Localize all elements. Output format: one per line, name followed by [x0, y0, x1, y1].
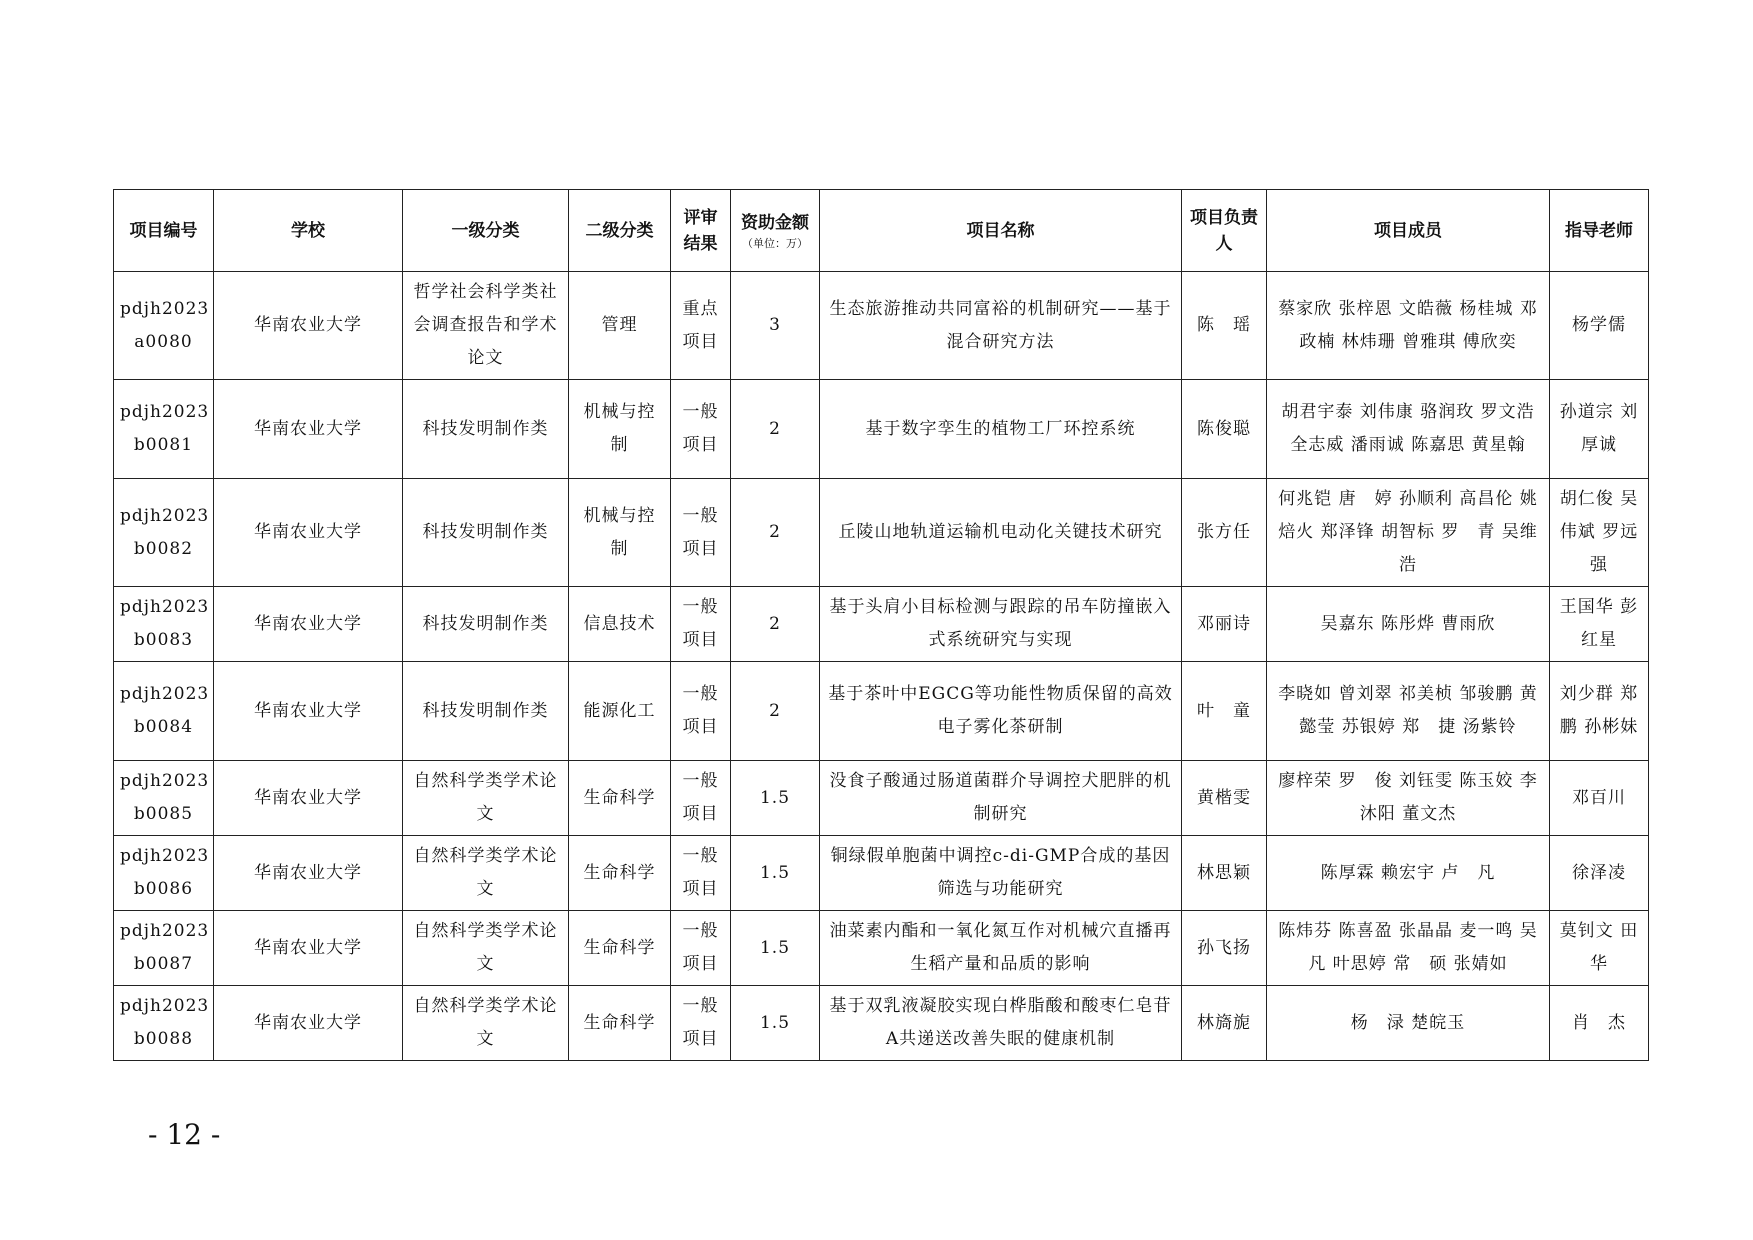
advisor: 孙道宗 刘厚诚: [1550, 380, 1649, 479]
advisor: 王国华 彭红星: [1550, 587, 1649, 662]
advisor: 胡仁俊 吴伟斌 罗远强: [1550, 479, 1649, 587]
table-row: [114, 587, 1649, 662]
advisor: 肖 杰: [1550, 986, 1649, 1061]
project-members: 李晓如 曾刘翠 祁美桢 邹骏鹏 黄懿莹 苏银婷 郑 捷 汤紫铃: [1267, 662, 1550, 761]
review-result: 一般项目: [671, 761, 731, 836]
advisor: 杨学儒: [1550, 272, 1649, 380]
project-members: 何兆铠 唐 婷 孙顺利 高昌伦 姚焙火 郑泽锋 胡智标 罗 青 吴维浩: [1267, 479, 1550, 587]
table-row: [114, 662, 1649, 761]
header-school: 学校: [214, 190, 403, 272]
project-members: 陈厚霖 赖宏宇 卢 凡: [1267, 836, 1550, 911]
project-title: 生态旅游推动共同富裕的机制研究——基于混合研究方法: [820, 272, 1182, 380]
project-title: 铜绿假单胞菌中调控c-di-GMP合成的基因筛选与功能研究: [820, 836, 1182, 911]
header-id: 项目编号: [114, 190, 214, 272]
header-amount-label: 资助金额: [741, 212, 809, 233]
review-result: 一般项目: [671, 479, 731, 587]
table-row: [114, 836, 1649, 911]
project-members: 吴嘉东 陈彤烨 曹雨欣: [1267, 587, 1550, 662]
project-leader: 林旖旎: [1182, 986, 1267, 1061]
project-id: pdjh2023 b0088: [114, 986, 214, 1061]
project-leader: 陈 瑶: [1182, 272, 1267, 380]
project-title: 基于双乳液凝胶实现白桦脂酸和酸枣仁皂苷A共递送改善失眠的健康机制: [820, 986, 1182, 1061]
project-title: 基于头肩小目标检测与跟踪的吊车防撞嵌入式系统研究与实现: [820, 587, 1182, 662]
project-leader: 叶 童: [1182, 662, 1267, 761]
category-1: 哲学社会科学类社会调查报告和学术论文: [403, 272, 569, 380]
category-2: 机械与控制: [569, 479, 671, 587]
category-1: 自然科学类学术论文: [403, 911, 569, 986]
category-2: 管理: [569, 272, 671, 380]
funding-amount: 2: [731, 380, 820, 479]
advisor: 邓百川: [1550, 761, 1649, 836]
project-leader: 孙飞扬: [1182, 911, 1267, 986]
category-1: 科技发明制作类: [403, 380, 569, 479]
school: 华南农业大学: [214, 380, 403, 479]
funding-amount: 1.5: [731, 911, 820, 986]
category-1: 自然科学类学术论文: [403, 836, 569, 911]
school: 华南农业大学: [214, 587, 403, 662]
project-title: 基于数字孪生的植物工厂环控系统: [820, 380, 1182, 479]
school: 华南农业大学: [214, 479, 403, 587]
header-title: 项目名称: [820, 190, 1182, 272]
header-cat1: 一级分类: [403, 190, 569, 272]
category-1: 科技发明制作类: [403, 662, 569, 761]
advisor: 莫钊文 田 华: [1550, 911, 1649, 986]
review-result: 一般项目: [671, 986, 731, 1061]
category-1: 自然科学类学术论文: [403, 986, 569, 1061]
project-id: pdjh2023 a0080: [114, 272, 214, 380]
header-amount-unit: （单位：万）: [742, 236, 808, 250]
funding-amount: 1.5: [731, 836, 820, 911]
school: 华南农业大学: [214, 836, 403, 911]
header-leader: 项目负责人: [1182, 190, 1267, 272]
table-row: [114, 986, 1649, 1061]
header-result: 评审结果: [671, 190, 731, 272]
table-row: [114, 272, 1649, 380]
funding-amount: 2: [731, 587, 820, 662]
funding-amount: 1.5: [731, 986, 820, 1061]
page-number: - 12 -: [148, 1118, 221, 1151]
category-1: 科技发明制作类: [403, 479, 569, 587]
project-members: 杨 渌 楚皖玉: [1267, 986, 1550, 1061]
project-leader: 黄楷雯: [1182, 761, 1267, 836]
school: 华南农业大学: [214, 911, 403, 986]
header-amount: [731, 190, 820, 272]
school: 华南农业大学: [214, 986, 403, 1061]
project-id: pdjh2023 b0083: [114, 587, 214, 662]
project-leader: 张方任: [1182, 479, 1267, 587]
project-id: pdjh2023 b0087: [114, 911, 214, 986]
review-result: 一般项目: [671, 662, 731, 761]
table-row: [114, 761, 1649, 836]
funding-amount: 2: [731, 479, 820, 587]
project-id: pdjh2023 b0081: [114, 380, 214, 479]
project-members: 廖梓荣 罗 俊 刘钰雯 陈玉姣 李沐阳 董文杰: [1267, 761, 1550, 836]
category-2: 机械与控制: [569, 380, 671, 479]
category-2: 生命科学: [569, 761, 671, 836]
header-cat2: 二级分类: [569, 190, 671, 272]
category-1: 科技发明制作类: [403, 587, 569, 662]
table-row: [114, 911, 1649, 986]
project-id: pdjh2023 b0085: [114, 761, 214, 836]
category-2: 生命科学: [569, 836, 671, 911]
project-members: 陈炜芬 陈喜盈 张晶晶 麦一鸣 吴 凡 叶思婷 常 硕 张婧如: [1267, 911, 1550, 986]
advisor: 刘少群 郑 鹏 孙彬妹: [1550, 662, 1649, 761]
school: 华南农业大学: [214, 662, 403, 761]
school: 华南农业大学: [214, 761, 403, 836]
table-row: [114, 380, 1649, 479]
funding-amount: 3: [731, 272, 820, 380]
review-result: 一般项目: [671, 911, 731, 986]
header-row: [114, 190, 1649, 272]
project-title: 油菜素内酯和一氧化氮互作对机械穴直播再生稻产量和品质的影响: [820, 911, 1182, 986]
school: 华南农业大学: [214, 272, 403, 380]
category-2: 能源化工: [569, 662, 671, 761]
header-members: 项目成员: [1267, 190, 1550, 272]
project-members: 胡君宇泰 刘伟康 骆润玫 罗文浩 全志威 潘雨诚 陈嘉思 黄星翰: [1267, 380, 1550, 479]
project-title: 没食子酸通过肠道菌群介导调控犬肥胖的机制研究: [820, 761, 1182, 836]
funding-amount: 1.5: [731, 761, 820, 836]
project-id: pdjh2023 b0084: [114, 662, 214, 761]
review-result: 一般项目: [671, 380, 731, 479]
project-table: [113, 189, 1657, 1061]
table-row: [114, 479, 1649, 587]
project-leader: 林思颖: [1182, 836, 1267, 911]
funding-amount: 2: [731, 662, 820, 761]
project-id: pdjh2023 b0082: [114, 479, 214, 587]
category-2: 生命科学: [569, 911, 671, 986]
review-result: 一般项目: [671, 587, 731, 662]
project-members: 蔡家欣 张梓恩 文皓薇 杨桂城 邓政楠 林炜珊 曾雅琪 傅欣奕: [1267, 272, 1550, 380]
category-2: 生命科学: [569, 986, 671, 1061]
project-title: 丘陵山地轨道运输机电动化关键技术研究: [820, 479, 1182, 587]
category-2: 信息技术: [569, 587, 671, 662]
project-leader: 陈俊聪: [1182, 380, 1267, 479]
review-result: 重点项目: [671, 272, 731, 380]
project-title: 基于茶叶中EGCG等功能性物质保留的高效电子雾化茶研制: [820, 662, 1182, 761]
project-id: pdjh2023 b0086: [114, 836, 214, 911]
category-1: 自然科学类学术论文: [403, 761, 569, 836]
header-advisor: 指导老师: [1550, 190, 1649, 272]
advisor: 徐泽凌: [1550, 836, 1649, 911]
review-result: 一般项目: [671, 836, 731, 911]
project-leader: 邓丽诗: [1182, 587, 1267, 662]
